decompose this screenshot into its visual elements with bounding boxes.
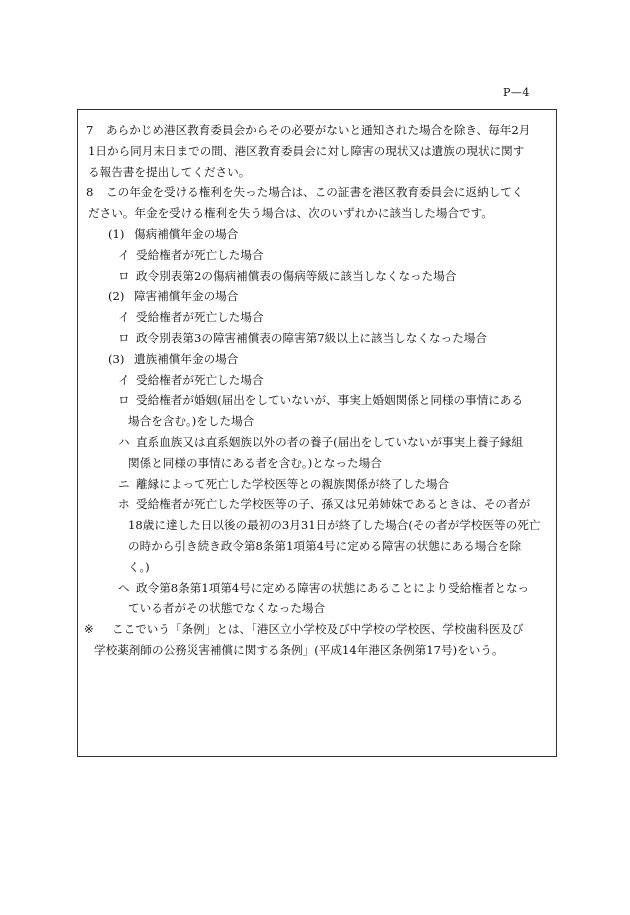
sub-text: 関係と同様の事情にある者を含む。)となった場合 [128, 455, 382, 470]
sub-text: 直系血族又は直系姻族以外の者の養子(届出をしていないが事実上養子縁組 [136, 434, 524, 449]
sub-item [84, 266, 552, 287]
sub-mark: ホ [118, 497, 130, 512]
sub-text: 受給権者が死亡した場合 [136, 310, 264, 325]
sub-item [84, 432, 552, 453]
sub-mark: ニ [118, 476, 130, 491]
sub-text: 政令別表第2の傷病補償表の傷病等級に該当しなくなった場合 [136, 268, 457, 283]
sub-mark: ヘ [118, 580, 130, 595]
note [84, 619, 552, 640]
section-number: (2) [108, 289, 125, 304]
sub-mark: ロ [118, 330, 130, 345]
sub-item [84, 474, 552, 495]
sub-text: 場合を含む。)をした場合 [128, 414, 255, 429]
sub-text: 政令別表第3の障害補償表の障害第7級以上に該当しなくなった場合 [136, 330, 487, 345]
sub-text: の時から引き続き政令第8条第1項第4号に定める障害の状態にある場合を除 [128, 538, 522, 553]
sub-item-cont [84, 515, 552, 536]
sub-item [84, 578, 552, 599]
item-text: あらかじめ港区教育委員会からその必要がないと通知された場合を除き、毎年2月 [106, 123, 531, 137]
section-title: 傷病補償年金の場合 [134, 226, 239, 241]
sub-text: く。) [128, 559, 150, 574]
item-8 [84, 182, 552, 203]
sub-item-cont [84, 598, 552, 619]
sub-text: 受給権者が死亡した場合 [136, 372, 264, 387]
section-1 [84, 224, 552, 245]
sub-item [84, 390, 552, 411]
sub-mark: ロ [118, 268, 130, 283]
item-text: 1日から同月末日までの間、港区教育委員会に対し障害の現状又は遺族の現状に関す [88, 143, 525, 158]
item-7 [84, 120, 552, 141]
section-3 [84, 349, 552, 370]
section-number: (3) [108, 351, 125, 366]
sub-mark: イ [118, 247, 130, 262]
item-number: 8 [86, 185, 94, 200]
sub-text: 受給権者が婚姻(届出をしていないが、事実上婚姻関係と同様の事情にある [136, 393, 524, 408]
sub-mark: ハ [118, 434, 130, 449]
item-8-cont [84, 203, 552, 224]
sub-text: 18歳に達した日以後の最初の3月31日が終了した場合(その者が学校医等の死亡 [128, 518, 541, 533]
sub-item-cont [84, 411, 552, 432]
item-text: る報告書を提出してください。 [88, 164, 251, 179]
sub-text: ている者がその状態でなくなった場合 [128, 601, 326, 616]
sub-item-cont [84, 536, 552, 557]
item-text: この年金を受ける権利を失った場合は、この証書を港区教育委員会に返納してく [106, 185, 524, 200]
sub-item-cont [84, 557, 552, 578]
section-number: (1) [108, 226, 125, 241]
item-text: ださい。年金を受ける権利を失う場合は、次のいずれかに該当した場合です。 [88, 206, 493, 221]
sub-item [84, 370, 552, 391]
sub-mark: イ [118, 372, 130, 387]
sub-mark: イ [118, 310, 130, 325]
item-number: 7 [86, 123, 94, 137]
sub-item [84, 245, 552, 266]
note-cont [84, 640, 552, 661]
section-2 [84, 286, 552, 307]
note-text: 学校薬剤師の公務災害補償に関する条例」(平成14年港区条例第17号)をいう。 [94, 642, 504, 657]
sub-item [84, 494, 552, 515]
sub-text: 離縁によって死亡した学校医等との親族関係が終了した場合 [136, 476, 450, 491]
note-text: ここでいう「条例」とは、「港区立小学校及び中学校の学校医、学校歯科医及び [112, 622, 524, 637]
item-7-cont [84, 162, 552, 183]
section-title: 障害補償年金の場合 [134, 289, 239, 304]
sub-mark: ロ [118, 393, 130, 408]
sub-item [84, 307, 552, 328]
sub-text: 政令第8条第1項第4号に定める障害の状態にあることにより受給権者となっ [136, 580, 530, 595]
sub-item [84, 328, 552, 349]
sub-item-cont [84, 453, 552, 474]
page-number: P—4 [503, 86, 530, 99]
document-content [84, 120, 552, 661]
note-mark: ※ [84, 622, 94, 637]
sub-text: 受給権者が死亡した学校医等の子、孫又は兄弟姉妹であるときは、その者が [136, 497, 531, 512]
item-7-cont [84, 141, 552, 162]
section-title: 遺族補償年金の場合 [134, 351, 239, 366]
sub-text: 受給権者が死亡した場合 [136, 247, 264, 262]
